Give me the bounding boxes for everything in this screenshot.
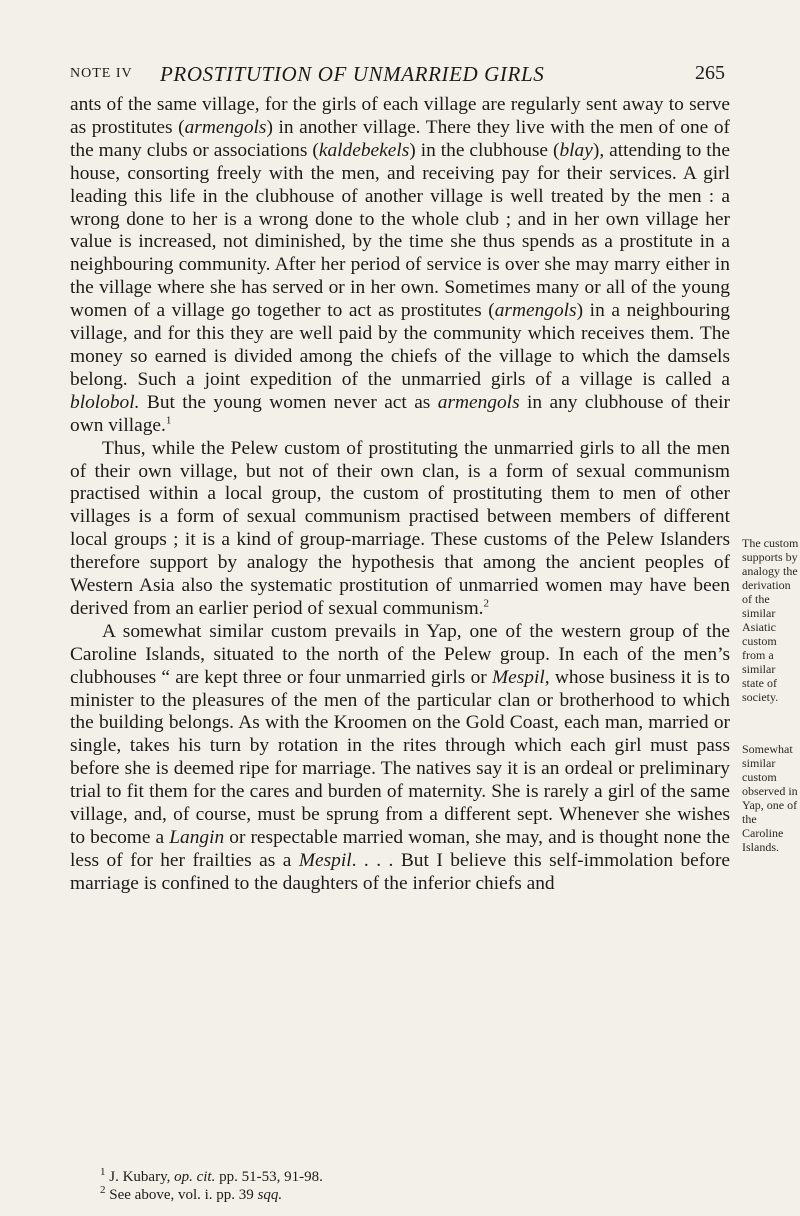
- text-run: A somewhat similar custom prevails in Yap, one of the western group of the Caroline Islands, situated to the north of the Pelew group. In each of the men’s clubhouses “ are kept three or four unmarried girls or: [70, 620, 730, 688]
- margin-note-1: The custom supports by analogy the derivation of the similar Asiatic custom from a similar state of society.: [742, 536, 799, 704]
- footnote-ref-1[interactable]: 1: [165, 414, 172, 427]
- footnote-ref-2[interactable]: 2: [483, 597, 490, 610]
- text-run: , whose business it is to minister to the pleasures of the men of the particular clan or brotherhood to which the building belongs. As with the Kroomen on the Gold Coast, each man, married or single, takes his turn by rotation in the rites through which each girl must pass before she is deemed ripe for marriage. The natives say it is an ordeal or preliminary trial to fit them for the cares and burden of maternity. She is rarely a girl of the same village, and, of course, must be sprung from a different sept. Whenever she wishes to become a: [70, 666, 730, 848]
- native-term: Mespil: [298, 849, 352, 871]
- running-title: PROSTITUTION OF UNMARRIED GIRLS: [160, 62, 545, 86]
- text-run: But the young women never act as: [139, 391, 438, 413]
- native-term: Langin: [169, 827, 225, 848]
- native-term: blay: [559, 139, 593, 161]
- native-term: Mespil: [491, 666, 545, 688]
- native-term: blolobol.: [70, 391, 140, 413]
- native-term: armengols: [494, 300, 577, 322]
- citation-abbrev: op. cit.: [174, 1169, 216, 1185]
- text-run: ) in another village. There they live with the men of one of the many clubs or associations (: [70, 116, 730, 161]
- page-number: 265: [695, 62, 725, 84]
- body-text: [70, 94, 730, 896]
- margin-note-2: Somewhat similar custom observed in Yap, one of the Caroline Islands.: [742, 742, 798, 854]
- paragraph-2: [70, 438, 730, 621]
- text-run: ) in a neighbouring village, and for this they are well paid by the community which receives them. The money so earned is divided among the chiefs of the village to which the damsels belong. Such a joint expedition of the unmarried girls of a village is called a: [70, 300, 730, 390]
- text-run: ), attending to the house, consorting freely with the men, and receiving pay for their services. A girl leading this life in the clubhouse of another village is well treated by the men : a wrong done to her is a wrong done to the whole club ; and in her own village her value is increased, not diminished, by the time she thus spends as a prostitute in a neighbouring community. After her period of service is over she may marry either in the village where she has served or in her own. Sometimes many or all of the young women of a village go together to act as prostitutes (: [70, 139, 730, 322]
- footnote-2: [100, 1186, 700, 1204]
- text-run: or respectable married woman, she may, and is thought none the less of for her frailties as a: [70, 827, 730, 871]
- footnote-number: 2: [100, 1184, 106, 1196]
- note-label: NOTE IV: [70, 66, 133, 81]
- footnote-1: [100, 1168, 700, 1186]
- text-run: J. Kubary,: [109, 1169, 175, 1185]
- native-term: kaldebekels: [318, 139, 410, 161]
- native-term: armengols: [184, 116, 267, 138]
- native-term: armengols: [437, 391, 520, 413]
- citation-abbrev: sqq.: [257, 1187, 283, 1203]
- running-header: [70, 62, 725, 88]
- text-run: ants of the same village, for the girls of each village are regularly sent away to serve as prostitutes (: [70, 94, 730, 138]
- text-run: in any clubhouse of their own village.: [70, 391, 730, 436]
- paragraph-1: [70, 94, 730, 438]
- text-run: See above, vol. i. pp. 39: [109, 1187, 258, 1203]
- paragraph-3: [70, 621, 730, 896]
- footnotes: [100, 1168, 700, 1204]
- text-run: . . . . But I believe this self-immolation before marriage is confined to the daughters of the inferior chiefs and: [70, 849, 731, 894]
- text-run: pp. 51-53, 91-98.: [215, 1169, 323, 1185]
- text-run: Thus, while the Pelew custom of prostituting the unmarried girls to all the men of their own village, but not of their own clan, is a form of sexual communism practised within a local group, the custom of prostituting them to men of other villages is a form of sexual communism practised between members of different local groups ; it is a kind of group-marriage. These customs of the Pelew Islanders therefore support by analogy the hypothesis that among the ancient peoples of Western Asia also the systematic prostitution of unmarried women may have been derived from an earlier period of sexual communism.: [70, 437, 730, 619]
- text-run: ) in the clubhouse (: [409, 139, 560, 161]
- footnote-number: 1: [100, 1166, 106, 1178]
